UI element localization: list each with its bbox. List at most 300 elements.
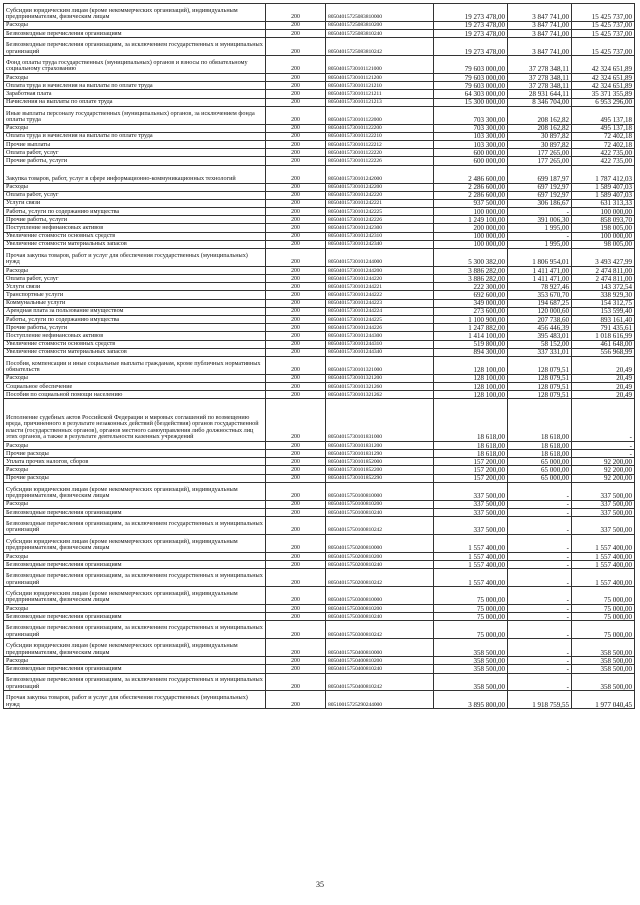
row-executed-cell: -: [508, 552, 572, 560]
row-code-cell: 200: [266, 665, 326, 673]
row-approved-cell: 128 100,00: [434, 374, 508, 382]
table-row: [4, 199, 635, 207]
table-row: [4, 621, 635, 639]
table-row: [4, 240, 635, 248]
row-executed-cell: -: [508, 508, 572, 516]
row-name-cell: Транспортные услуги: [4, 291, 266, 299]
table-row: [4, 183, 635, 191]
row-name-cell: Оплата работ, услуг: [4, 149, 266, 157]
row-kbk-cell: 80504015730101831200: [326, 441, 434, 449]
row-kbk-cell: 80504015730101831000: [326, 399, 434, 442]
row-code-cell: 200: [266, 165, 326, 183]
row-approved-cell: 1 557 400,00: [434, 535, 508, 553]
row-code-cell: 200: [266, 98, 326, 106]
row-code-cell: 200: [266, 391, 326, 399]
row-code-cell: 200: [266, 74, 326, 82]
row-unexecuted-cell: 495 137,18: [572, 106, 635, 124]
row-unexecuted-cell: 100 000,00: [572, 232, 635, 240]
table-row: [4, 74, 635, 82]
row-unexecuted-cell: 75 000,00: [572, 621, 635, 639]
row-name-cell: Расходы: [4, 441, 266, 449]
row-name-cell: Расходы: [4, 466, 266, 474]
row-executed-cell: 207 738,60: [508, 316, 572, 324]
row-approved-cell: 3 886 282,00: [434, 266, 508, 274]
row-kbk-cell: 80504015750100810240: [326, 508, 434, 516]
table-row: [4, 124, 635, 132]
table-row: [4, 299, 635, 307]
row-code-cell: 200: [266, 569, 326, 587]
row-name-cell: Прочие работы, услуги: [4, 157, 266, 165]
table-row: [4, 466, 635, 474]
row-kbk-cell: 80504015730101121213: [326, 98, 434, 106]
row-executed-cell: -: [508, 587, 572, 605]
row-name-cell: Увеличение стоимости основных средств: [4, 340, 266, 348]
row-name-cell: Коммунальные услуги: [4, 299, 266, 307]
row-unexecuted-cell: 42 324 651,89: [572, 82, 635, 90]
row-name-cell: Заработная плата: [4, 90, 266, 98]
table-row: [4, 232, 635, 240]
table-row: [4, 605, 635, 613]
row-code-cell: 200: [266, 266, 326, 274]
table-row: [4, 21, 635, 29]
row-executed-cell: 697 192,97: [508, 183, 572, 191]
row-approved-cell: 2 486 600,00: [434, 165, 508, 183]
row-name-cell: Безвозмездные перечисления организациям, за исключением государственных и муниципальных организаций: [4, 621, 266, 639]
row-approved-cell: 273 600,00: [434, 307, 508, 315]
row-unexecuted-cell: 337 500,00: [572, 482, 635, 500]
table-row: [4, 38, 635, 56]
row-code-cell: 200: [266, 356, 326, 374]
row-executed-cell: 8 346 704,00: [508, 98, 572, 106]
table-row: [4, 4, 635, 22]
table-row: [4, 517, 635, 535]
row-executed-cell: 65 000,00: [508, 458, 572, 466]
row-executed-cell: -: [508, 561, 572, 569]
row-executed-cell: 177 265,00: [508, 149, 572, 157]
row-code-cell: 200: [266, 183, 326, 191]
row-unexecuted-cell: 858 093,70: [572, 216, 635, 224]
row-executed-cell: 208 162,82: [508, 124, 572, 132]
row-unexecuted-cell: 143 372,54: [572, 283, 635, 291]
row-approved-cell: 703 300,00: [434, 106, 508, 124]
row-name-cell: Расходы: [4, 552, 266, 560]
row-approved-cell: 519 800,00: [434, 340, 508, 348]
table-row: [4, 266, 635, 274]
row-approved-cell: 3 895 800,00: [434, 691, 508, 709]
row-code-cell: 200: [266, 639, 326, 657]
row-name-cell: Поступление нефинансовых активов: [4, 224, 266, 232]
table-row: [4, 458, 635, 466]
row-code-cell: 200: [266, 199, 326, 207]
row-kbk-cell: 80504015730101242200: [326, 183, 434, 191]
row-name-cell: Расходы: [4, 124, 266, 132]
table-row: [4, 82, 635, 90]
row-executed-cell: 120 000,60: [508, 307, 572, 315]
row-unexecuted-cell: 358 500,00: [572, 639, 635, 657]
row-approved-cell: 19 273 478,00: [434, 21, 508, 29]
row-kbk-cell: 80504015730101121210: [326, 82, 434, 90]
table-row: [4, 340, 635, 348]
row-approved-cell: 18 618,00: [434, 441, 508, 449]
row-unexecuted-cell: 461 648,00: [572, 340, 635, 348]
row-name-cell: Субсидии юридическим лицам (кроме некоммерческих организаций), индивидуальным предпринимателям, физическим лицам: [4, 587, 266, 605]
row-unexecuted-cell: 1 787 412,03: [572, 165, 635, 183]
row-kbk-cell: 80504015730101242000: [326, 165, 434, 183]
row-executed-cell: 699 187,97: [508, 165, 572, 183]
row-kbk-cell: 80504015750200810242: [326, 569, 434, 587]
row-name-cell: Безвозмездные перечисления организациям, за исключением государственных и муниципальных организаций: [4, 569, 266, 587]
row-approved-cell: 358 500,00: [434, 673, 508, 691]
table-row: [4, 691, 635, 709]
row-name-cell: Прочая закупка товаров, работ и услуг для обеспечения государственных (муниципальных) нужд: [4, 249, 266, 267]
row-name-cell: Расходы: [4, 266, 266, 274]
row-executed-cell: -: [508, 665, 572, 673]
table-row: [4, 165, 635, 183]
row-approved-cell: 1 557 400,00: [434, 561, 508, 569]
row-unexecuted-cell: 2 474 811,00: [572, 266, 635, 274]
row-kbk-cell: 80504015730101122220: [326, 149, 434, 157]
row-approved-cell: 19 273 478,00: [434, 38, 508, 56]
row-executed-cell: -: [508, 569, 572, 587]
row-unexecuted-cell: 15 425 737,00: [572, 21, 635, 29]
table-row: [4, 132, 635, 140]
row-code-cell: 200: [266, 500, 326, 508]
row-kbk-cell: 80504015730101244200: [326, 266, 434, 274]
row-name-cell: Прочие расходы: [4, 450, 266, 458]
row-name-cell: Арендная плата за пользование имуществом: [4, 307, 266, 315]
table-row: [4, 275, 635, 283]
row-unexecuted-cell: 20,49: [572, 356, 635, 374]
row-kbk-cell: 80504015750200810000: [326, 535, 434, 553]
table-row: [4, 106, 635, 124]
row-unexecuted-cell: 1 589 407,03: [572, 183, 635, 191]
row-code-cell: 200: [266, 482, 326, 500]
row-code-cell: 200: [266, 450, 326, 458]
row-executed-cell: 337 331,01: [508, 348, 572, 356]
row-executed-cell: 28 931 644,11: [508, 90, 572, 98]
row-executed-cell: 353 670,70: [508, 291, 572, 299]
row-kbk-cell: 80510015725290244000: [326, 691, 434, 709]
row-code-cell: 200: [266, 191, 326, 199]
row-executed-cell: -: [508, 657, 572, 665]
row-kbk-cell: 80504015750100810200: [326, 500, 434, 508]
row-kbk-cell: 80504015730101321260: [326, 383, 434, 391]
table-row: [4, 316, 635, 324]
row-unexecuted-cell: 358 500,00: [572, 657, 635, 665]
row-approved-cell: 337 500,00: [434, 482, 508, 500]
row-executed-cell: 1 411 471,00: [508, 266, 572, 274]
row-kbk-cell: 80504015730101244300: [326, 332, 434, 340]
row-approved-cell: 894 300,00: [434, 348, 508, 356]
row-name-cell: Расходы: [4, 21, 266, 29]
row-approved-cell: 157 200,00: [434, 458, 508, 466]
row-kbk-cell: 80504015730101244000: [326, 249, 434, 267]
row-code-cell: 200: [266, 621, 326, 639]
table-row: [4, 441, 635, 449]
row-name-cell: Прочие расходы: [4, 474, 266, 482]
row-name-cell: Безвозмездные перечисления организациям: [4, 508, 266, 516]
row-unexecuted-cell: 100 000,00: [572, 208, 635, 216]
row-executed-cell: 128 079,51: [508, 374, 572, 382]
row-unexecuted-cell: 422 735,00: [572, 149, 635, 157]
table-row: [4, 348, 635, 356]
table-row: [4, 657, 635, 665]
row-executed-cell: 3 847 741,00: [508, 4, 572, 22]
row-code-cell: 200: [266, 90, 326, 98]
table-row: [4, 141, 635, 149]
row-kbk-cell: 80504015730101244225: [326, 316, 434, 324]
row-name-cell: Безвозмездные перечисления организациям: [4, 665, 266, 673]
row-approved-cell: 64 303 000,00: [434, 90, 508, 98]
row-code-cell: 200: [266, 324, 326, 332]
row-approved-cell: 103 300,00: [434, 132, 508, 140]
row-unexecuted-cell: 72 402,18: [572, 141, 635, 149]
row-kbk-cell: 80504015730101122210: [326, 132, 434, 140]
row-code-cell: 200: [266, 106, 326, 124]
table-row: [4, 508, 635, 516]
row-code-cell: 200: [266, 224, 326, 232]
row-executed-cell: 30 897,82: [508, 141, 572, 149]
row-name-cell: Увеличение стоимости материальных запасов: [4, 348, 266, 356]
row-code-cell: 200: [266, 141, 326, 149]
row-approved-cell: 79 603 000,00: [434, 82, 508, 90]
row-code-cell: 200: [266, 291, 326, 299]
table-row: [4, 191, 635, 199]
row-executed-cell: -: [508, 535, 572, 553]
row-name-cell: Безвозмездные перечисления организациям: [4, 30, 266, 38]
row-executed-cell: 1 995,00: [508, 240, 572, 248]
row-unexecuted-cell: 1 018 616,99: [572, 332, 635, 340]
row-code-cell: 200: [266, 466, 326, 474]
row-kbk-cell: 80504015730101122000: [326, 106, 434, 124]
row-code-cell: 200: [266, 132, 326, 140]
row-unexecuted-cell: 1 589 407,03: [572, 191, 635, 199]
row-name-cell: Прочие работы, услуги: [4, 216, 266, 224]
row-code-cell: 200: [266, 474, 326, 482]
row-unexecuted-cell: -: [572, 441, 635, 449]
row-kbk-cell: 80504015730101321000: [326, 356, 434, 374]
row-executed-cell: -: [508, 639, 572, 657]
row-unexecuted-cell: 6 953 296,00: [572, 98, 635, 106]
row-kbk-cell: 80504015750300810000: [326, 587, 434, 605]
table-row: [4, 673, 635, 691]
row-kbk-cell: 80504015750400810000: [326, 639, 434, 657]
row-code-cell: 200: [266, 552, 326, 560]
row-code-cell: 200: [266, 240, 326, 248]
row-name-cell: Уплата прочих налогов, сборов: [4, 458, 266, 466]
table-row: [4, 98, 635, 106]
row-unexecuted-cell: 1 557 400,00: [572, 569, 635, 587]
row-approved-cell: 15 300 000,00: [434, 98, 508, 106]
row-unexecuted-cell: 1 557 400,00: [572, 561, 635, 569]
table-row: [4, 216, 635, 224]
table-row: [4, 383, 635, 391]
row-executed-cell: 1 411 471,00: [508, 275, 572, 283]
row-approved-cell: 349 000,00: [434, 299, 508, 307]
row-approved-cell: 1 249 100,00: [434, 216, 508, 224]
row-unexecuted-cell: 791 435,61: [572, 324, 635, 332]
row-approved-cell: 19 273 478,00: [434, 4, 508, 22]
row-executed-cell: 30 897,82: [508, 132, 572, 140]
row-kbk-cell: 80504015730101244224: [326, 307, 434, 315]
row-name-cell: Расходы: [4, 500, 266, 508]
row-kbk-cell: 80504015730101242220: [326, 191, 434, 199]
row-unexecuted-cell: 154 312,75: [572, 299, 635, 307]
table-row: [4, 535, 635, 553]
row-code-cell: 200: [266, 124, 326, 132]
row-executed-cell: 1 918 759,55: [508, 691, 572, 709]
row-code-cell: 200: [266, 4, 326, 22]
row-code-cell: 200: [266, 374, 326, 382]
row-name-cell: Расходы: [4, 374, 266, 382]
row-approved-cell: 5 300 382,00: [434, 249, 508, 267]
table-row: [4, 324, 635, 332]
row-code-cell: 200: [266, 157, 326, 165]
row-kbk-cell: 80504015730101242221: [326, 199, 434, 207]
row-executed-cell: 18 618,00: [508, 450, 572, 458]
row-approved-cell: 19 273 478,00: [434, 30, 508, 38]
row-kbk-cell: 80504015730101242310: [326, 232, 434, 240]
row-approved-cell: 103 300,00: [434, 141, 508, 149]
row-name-cell: Безвозмездные перечисления организациям, за исключением государственных и муниципальных организаций: [4, 38, 266, 56]
page-number: 35: [316, 880, 324, 889]
row-name-cell: Фонд оплаты труда государственных (муниципальных) органов и взносы по обязательному социальному страхованию: [4, 56, 266, 74]
row-kbk-cell: 80504015750300810242: [326, 621, 434, 639]
row-approved-cell: 2 286 600,00: [434, 183, 508, 191]
row-code-cell: 200: [266, 657, 326, 665]
row-approved-cell: 18 618,00: [434, 450, 508, 458]
row-kbk-cell: 80504015730101852290: [326, 474, 434, 482]
expenditure-table-body: [4, 4, 635, 709]
row-code-cell: 200: [266, 249, 326, 267]
table-row: [4, 249, 635, 267]
row-name-cell: Расходы: [4, 605, 266, 613]
row-code-cell: 200: [266, 283, 326, 291]
row-approved-cell: 157 200,00: [434, 466, 508, 474]
table-row: [4, 30, 635, 38]
row-executed-cell: 1 806 954,01: [508, 249, 572, 267]
row-unexecuted-cell: 15 425 737,00: [572, 30, 635, 38]
row-kbk-cell: 80504015730101122200: [326, 124, 434, 132]
row-approved-cell: 200 000,00: [434, 224, 508, 232]
row-unexecuted-cell: 75 000,00: [572, 587, 635, 605]
table-row: [4, 332, 635, 340]
row-name-cell: Безвозмездные перечисления организациям, за исключением государственных и муниципальных организаций: [4, 673, 266, 691]
row-executed-cell: 697 192,97: [508, 191, 572, 199]
row-executed-cell: -: [508, 517, 572, 535]
row-kbk-cell: 80504015730101244220: [326, 275, 434, 283]
row-approved-cell: 157 200,00: [434, 474, 508, 482]
row-approved-cell: 1 414 100,00: [434, 332, 508, 340]
row-approved-cell: 358 500,00: [434, 639, 508, 657]
row-name-cell: Закупка товаров, работ, услуг в сфере информационно-коммуникационных технологий: [4, 165, 266, 183]
row-executed-cell: -: [508, 208, 572, 216]
row-kbk-cell: 80504015750200810200: [326, 552, 434, 560]
row-code-cell: 200: [266, 332, 326, 340]
row-name-cell: Иные выплаты персоналу государственных (муниципальных) органов, за исключением фонда оплаты труда: [4, 106, 266, 124]
row-code-cell: 200: [266, 56, 326, 74]
row-approved-cell: 337 500,00: [434, 508, 508, 516]
row-approved-cell: 75 000,00: [434, 587, 508, 605]
row-unexecuted-cell: 631 313,33: [572, 199, 635, 207]
row-unexecuted-cell: 75 000,00: [572, 605, 635, 613]
row-code-cell: 200: [266, 232, 326, 240]
row-kbk-cell: 80504015725083810200: [326, 21, 434, 29]
row-code-cell: 200: [266, 441, 326, 449]
row-approved-cell: 18 618,00: [434, 399, 508, 442]
row-executed-cell: -: [508, 613, 572, 621]
row-approved-cell: 358 500,00: [434, 665, 508, 673]
row-name-cell: Пособия по социальной помощи населению: [4, 391, 266, 399]
row-kbk-cell: 80504015725083810242: [326, 38, 434, 56]
row-code-cell: 200: [266, 508, 326, 516]
table-row: [4, 374, 635, 382]
row-name-cell: Оплата работ, услуг: [4, 191, 266, 199]
row-unexecuted-cell: 1 557 400,00: [572, 535, 635, 553]
row-executed-cell: 395 483,01: [508, 332, 572, 340]
row-kbk-cell: 80504015730101121200: [326, 74, 434, 82]
row-unexecuted-cell: 20,49: [572, 391, 635, 399]
table-row: [4, 613, 635, 621]
row-kbk-cell: 80504015730101244310: [326, 340, 434, 348]
row-code-cell: 200: [266, 275, 326, 283]
row-code-cell: 200: [266, 605, 326, 613]
row-approved-cell: 358 500,00: [434, 657, 508, 665]
row-unexecuted-cell: 42 324 651,89: [572, 56, 635, 74]
row-approved-cell: 222 300,00: [434, 283, 508, 291]
row-name-cell: Субсидии юридическим лицам (кроме некоммерческих организаций), индивидуальным предпринимателям, физическим лицам: [4, 535, 266, 553]
row-unexecuted-cell: -: [572, 450, 635, 458]
row-executed-cell: 391 006,30: [508, 216, 572, 224]
row-executed-cell: 18 618,00: [508, 399, 572, 442]
row-executed-cell: 37 278 348,11: [508, 56, 572, 74]
row-unexecuted-cell: 92 200,00: [572, 474, 635, 482]
row-unexecuted-cell: 42 324 651,89: [572, 74, 635, 82]
row-name-cell: Безвозмездные перечисления организациям: [4, 613, 266, 621]
row-executed-cell: 3 847 741,00: [508, 38, 572, 56]
row-code-cell: 200: [266, 216, 326, 224]
table-row: [4, 474, 635, 482]
row-unexecuted-cell: 495 137,18: [572, 124, 635, 132]
row-kbk-cell: 80504015730101242225: [326, 208, 434, 216]
row-executed-cell: -: [508, 500, 572, 508]
row-unexecuted-cell: 556 968,99: [572, 348, 635, 356]
row-approved-cell: 1 247 882,00: [434, 324, 508, 332]
budget-execution-report-page: [3, 3, 634, 709]
row-executed-cell: 128 079,51: [508, 356, 572, 374]
row-code-cell: 200: [266, 30, 326, 38]
row-name-cell: Оплата работ, услуг: [4, 275, 266, 283]
row-executed-cell: 37 278 348,11: [508, 82, 572, 90]
table-row: [4, 224, 635, 232]
row-unexecuted-cell: 338 929,30: [572, 291, 635, 299]
row-approved-cell: 75 000,00: [434, 605, 508, 613]
row-name-cell: Безвозмездные перечисления организациям: [4, 561, 266, 569]
row-name-cell: Исполнение судебных актов Российской Федерации и мировых соглашений по возмещению вреда, причиненного в результате незаконных действий (бездействия) органов государственной власти (государственных органов), органов местного самоуправления либо должностных лиц этих органов, а также в результате деятельности казенных учреждений: [4, 399, 266, 442]
row-kbk-cell: 80504015750200810240: [326, 561, 434, 569]
row-unexecuted-cell: 98 005,00: [572, 240, 635, 248]
row-kbk-cell: 80504015750400810200: [326, 657, 434, 665]
row-unexecuted-cell: 198 005,00: [572, 224, 635, 232]
row-unexecuted-cell: 20,49: [572, 374, 635, 382]
row-kbk-cell: 80504015750100810000: [326, 482, 434, 500]
row-unexecuted-cell: -: [572, 399, 635, 442]
row-code-cell: 200: [266, 613, 326, 621]
row-code-cell: 200: [266, 340, 326, 348]
row-name-cell: Субсидии юридическим лицам (кроме некоммерческих организаций), индивидуальным предпринимателям, физическим лицам: [4, 4, 266, 22]
row-unexecuted-cell: 893 161,40: [572, 316, 635, 324]
row-unexecuted-cell: 337 500,00: [572, 508, 635, 516]
